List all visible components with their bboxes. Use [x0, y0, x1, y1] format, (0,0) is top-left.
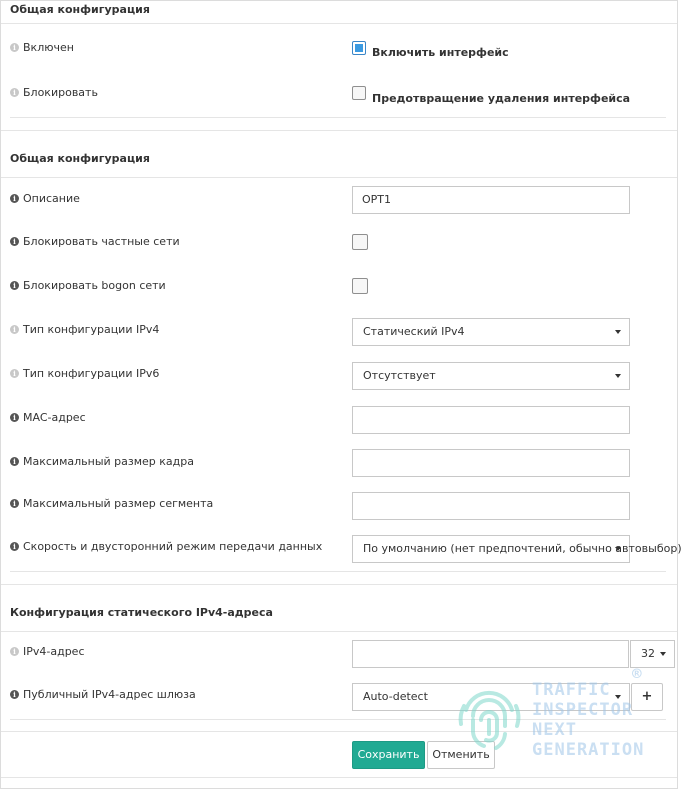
caret-down-icon: [615, 547, 621, 551]
ipv4-type-select[interactable]: [352, 318, 630, 346]
ipv4-type-value: Статический IPv4: [363, 325, 465, 338]
ipv4-address-label-text: IPv4-адрес: [23, 645, 85, 658]
mtu-label-text: Максимальный размер кадра: [23, 455, 194, 468]
registered-mark: ®: [632, 664, 643, 683]
section-title-static-ipv4: Конфигурация статического IPv4-адреса: [10, 606, 273, 619]
fingerprint-logo-icon: [456, 680, 522, 756]
ipv4-prefix-value: 32: [641, 647, 655, 660]
enable-interface-label[interactable]: Включить интерфейс: [372, 46, 509, 59]
divider: [1, 777, 677, 778]
block-private-label-text: Блокировать частные сети: [23, 235, 180, 248]
info-icon[interactable]: i: [10, 43, 19, 52]
info-icon[interactable]: i: [10, 237, 19, 246]
divider: [1, 177, 677, 178]
divider: [10, 117, 666, 118]
block-bogon-checkbox[interactable]: [352, 278, 368, 294]
lock-label: [10, 86, 98, 99]
watermark-line-4: GENERATION: [532, 740, 645, 760]
lock-label-text: Блокировать: [23, 86, 98, 99]
gateway-label: [10, 688, 196, 701]
watermark-line-1: TRAFFIC: [532, 680, 611, 700]
mac-label: [10, 411, 86, 424]
block-private-label: [10, 235, 180, 248]
caret-down-icon: [615, 330, 621, 334]
mac-label-text: MAC-адрес: [23, 411, 86, 424]
block-bogon-label: [10, 279, 166, 292]
ipv6-type-value: Отсутствует: [363, 369, 436, 382]
info-icon[interactable]: i: [10, 281, 19, 290]
info-icon[interactable]: i: [10, 325, 19, 334]
add-gateway-button[interactable]: +: [631, 683, 663, 711]
mss-label-text: Максимальный размер сегмента: [23, 497, 214, 510]
divider: [1, 130, 677, 131]
ipv6-type-select[interactable]: [352, 362, 630, 390]
ipv4-address-input[interactable]: [352, 640, 629, 668]
ipv4-type-label-text: Тип конфигурации IPv4: [23, 323, 160, 336]
mss-label: [10, 497, 213, 510]
enabled-label: [10, 41, 74, 54]
mss-input[interactable]: [352, 492, 630, 520]
watermark-line-3: NEXT: [532, 720, 577, 740]
info-icon[interactable]: i: [10, 647, 19, 656]
info-icon[interactable]: i: [10, 369, 19, 378]
gateway-label-text: Публичный IPv4-адрес шлюза: [23, 688, 196, 701]
divider: [1, 584, 677, 585]
mtu-label: [10, 455, 194, 468]
caret-down-icon: [615, 374, 621, 378]
mac-input[interactable]: [352, 406, 630, 434]
description-label: [10, 192, 80, 205]
info-icon[interactable]: i: [10, 690, 19, 699]
info-icon[interactable]: i: [10, 413, 19, 422]
traffic-inspector-watermark: [456, 666, 666, 766]
info-icon[interactable]: i: [10, 499, 19, 508]
ipv4-address-label: [10, 645, 85, 658]
watermark-line-2: INSPECTOR: [532, 700, 634, 720]
divider: [1, 23, 677, 24]
enabled-label-text: Включен: [23, 41, 74, 54]
info-icon[interactable]: i: [10, 194, 19, 203]
speed-select[interactable]: [352, 535, 682, 563]
info-icon[interactable]: i: [10, 457, 19, 466]
divider: [1, 631, 677, 632]
prevent-removal-label[interactable]: Предотвращение удаления интерфейса: [372, 92, 631, 105]
enable-interface-checkbox[interactable]: [352, 41, 366, 55]
divider: [10, 571, 666, 572]
section-title-general-2: Общая конфигурация: [10, 152, 150, 165]
prevent-removal-checkbox[interactable]: [352, 86, 366, 100]
description-input[interactable]: OPT1: [352, 186, 630, 214]
block-private-checkbox[interactable]: [352, 234, 368, 250]
cancel-button[interactable]: Отменить: [427, 741, 495, 769]
description-label-text: Описание: [23, 192, 80, 205]
speed-value: По умолчанию (нет предпочтений, обычно автовыбор): [363, 542, 682, 555]
ipv4-type-label: [10, 323, 159, 336]
info-icon[interactable]: i: [10, 88, 19, 97]
speed-label: [10, 540, 322, 553]
mtu-input[interactable]: [352, 449, 630, 477]
block-bogon-label-text: Блокировать bogon сети: [23, 279, 166, 292]
ipv6-type-label-text: Тип конфигурации IPv6: [23, 367, 160, 380]
section-title-general-1: Общая конфигурация: [10, 3, 150, 16]
info-icon[interactable]: i: [10, 542, 19, 551]
save-button[interactable]: Сохранить: [352, 741, 425, 769]
speed-label-text: Скорость и двусторонний режим передачи данных: [23, 540, 323, 553]
ipv6-type-label: [10, 367, 159, 380]
gateway-value: Auto-detect: [363, 690, 428, 703]
caret-down-icon: [660, 652, 666, 656]
